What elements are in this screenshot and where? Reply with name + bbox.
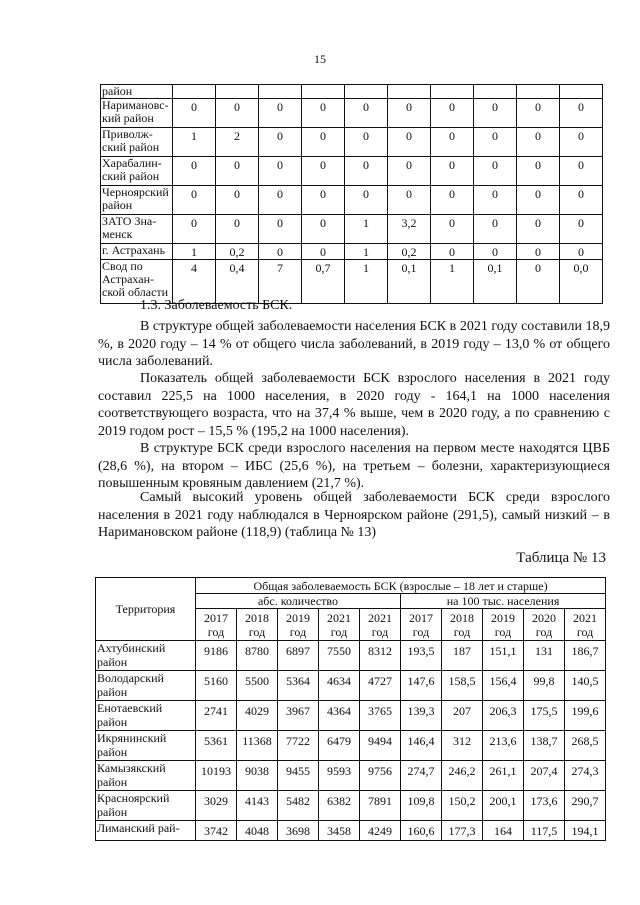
table-row — [96, 701, 606, 731]
year-value: 2018 — [245, 610, 269, 625]
value-cell: 246,2 — [442, 761, 483, 791]
value-cell: 8312 — [360, 641, 401, 671]
value-cell: 0 — [216, 157, 259, 186]
value-cell: 0,4 — [216, 260, 259, 304]
territory-cell — [101, 244, 173, 260]
value-cell: 1 — [345, 260, 388, 304]
value-cell: 7550 — [319, 641, 360, 671]
year-suffix: год — [535, 624, 553, 639]
year-header — [360, 609, 401, 641]
value-cell: 0 — [474, 157, 517, 186]
value-cell: 175,5 — [524, 701, 565, 731]
value-cell — [560, 85, 603, 99]
territory-cell — [101, 85, 173, 99]
year-header — [319, 609, 360, 641]
territory-line: Приволж- — [102, 127, 153, 141]
value-cell: 0 — [560, 157, 603, 186]
value-cell: 10193 — [196, 761, 237, 791]
value-cell: 0 — [517, 128, 560, 157]
value-cell: 4048 — [237, 821, 278, 841]
value-cell: 4143 — [237, 791, 278, 821]
value-cell: 0,2 — [388, 244, 431, 260]
value-cell: 147,6 — [401, 671, 442, 701]
territory-line: Камызякский — [97, 761, 166, 775]
value-cell: 0 — [431, 186, 474, 215]
table-row — [96, 821, 606, 841]
territory-line: Енотаевский — [97, 701, 163, 715]
value-cell: 0 — [388, 186, 431, 215]
territory-cell — [101, 260, 173, 304]
value-cell — [302, 85, 345, 99]
paragraph-rate: Показатель общей заболеваемости БСК взрослого населения в 2021 году составил 225,5 на 1000 населения, в 2020 году - 164,1 на 1000 населения соответствующего возраста, что на 37,4 % выше, чем в 2020 году, а по сравнению с 2019 годом рост – 15,5 % (195,2 на 1000 населения). — [98, 371, 610, 439]
value-cell: 0 — [431, 99, 474, 128]
value-cell: 0 — [173, 99, 216, 128]
header-territory: Территория — [96, 578, 196, 641]
value-cell: 9455 — [278, 761, 319, 791]
territory-cell — [101, 128, 173, 157]
value-cell: 0 — [560, 128, 603, 157]
territory-line: ский район — [102, 140, 160, 154]
year-suffix: год — [330, 624, 348, 639]
year-header — [483, 609, 524, 641]
paragraph-extremes: Самый высокий уровень общей заболеваемости БСК среди взрослого населения в 2021 году наблюдался в Черноярском районе (291,5), самый низкий – в Наримановском районе (118,9) (таблица № 13) — [98, 490, 610, 540]
value-cell: 207,4 — [524, 761, 565, 791]
value-cell: 0 — [259, 128, 302, 157]
value-cell: 160,6 — [401, 821, 442, 841]
value-cell: 206,3 — [483, 701, 524, 731]
year-value: 2017 — [409, 610, 433, 625]
year-value: 2021 — [327, 610, 351, 625]
value-cell: 6382 — [319, 791, 360, 821]
table-row — [96, 731, 606, 761]
value-cell: 7891 — [360, 791, 401, 821]
value-cell: 4249 — [360, 821, 401, 841]
value-cell: 4364 — [319, 701, 360, 731]
table-row — [101, 215, 603, 244]
value-cell: 9038 — [237, 761, 278, 791]
table-row — [101, 99, 603, 128]
value-cell: 0,1 — [474, 260, 517, 304]
year-value: 2019 — [491, 610, 515, 625]
value-cell: 2 — [216, 128, 259, 157]
territory-line: Лиманский рай- — [97, 821, 180, 835]
territory-line: Красноярский — [97, 791, 170, 805]
value-cell: 131 — [524, 641, 565, 671]
value-cell: 109,8 — [401, 791, 442, 821]
territory-line: Наримановс- — [102, 98, 169, 112]
value-cell: 0 — [517, 215, 560, 244]
value-cell: 0 — [302, 157, 345, 186]
year-header — [565, 609, 606, 641]
header-main: Общая заболеваемость БСК (взрослые – 18 лет и старше) — [196, 578, 606, 594]
territory-line: район — [97, 745, 128, 759]
year-suffix: год — [576, 624, 594, 639]
territory-line: ской области — [102, 285, 169, 299]
table-13 — [95, 577, 606, 841]
territory-line: район — [97, 775, 128, 789]
year-value: 2017 — [204, 610, 228, 625]
page-number: 15 — [314, 52, 326, 66]
value-cell: 9494 — [360, 731, 401, 761]
territory-line: Ахтубинский — [97, 641, 166, 655]
value-cell — [345, 85, 388, 99]
value-cell: 0 — [259, 215, 302, 244]
territory-cell — [101, 157, 173, 186]
value-cell: 3698 — [278, 821, 319, 841]
value-cell: 6897 — [278, 641, 319, 671]
year-value: 2018 — [450, 610, 474, 625]
value-cell: 3029 — [196, 791, 237, 821]
value-cell: 177,3 — [442, 821, 483, 841]
value-cell: 312 — [442, 731, 483, 761]
value-cell — [173, 85, 216, 99]
value-cell: 0 — [474, 244, 517, 260]
value-cell: 0 — [345, 99, 388, 128]
table-row — [96, 671, 606, 701]
value-cell: 5361 — [196, 731, 237, 761]
value-cell: 0 — [302, 186, 345, 215]
territory-cell — [96, 671, 196, 701]
table-row — [101, 85, 603, 99]
year-header — [401, 609, 442, 641]
value-cell: 3458 — [319, 821, 360, 841]
value-cell: 11368 — [237, 731, 278, 761]
value-cell: 200,1 — [483, 791, 524, 821]
year-suffix: год — [494, 624, 512, 639]
value-cell: 0,0 — [560, 260, 603, 304]
year-suffix: год — [412, 624, 430, 639]
value-cell: 0 — [259, 99, 302, 128]
value-cell: 0 — [474, 99, 517, 128]
territory-line: район — [102, 84, 133, 98]
value-cell: 274,3 — [565, 761, 606, 791]
value-cell: 207 — [442, 701, 483, 731]
territory-line: Свод по — [102, 259, 143, 273]
value-cell: 0 — [431, 157, 474, 186]
section-heading: 1.3. Заболеваемость БСК. — [140, 298, 293, 313]
territory-line: район — [97, 805, 128, 819]
value-cell: 0 — [517, 186, 560, 215]
year-suffix: год — [248, 624, 266, 639]
value-cell: 290,7 — [565, 791, 606, 821]
value-cell: 156,4 — [483, 671, 524, 701]
territory-line: менск — [102, 227, 133, 241]
value-cell: 0,1 — [388, 260, 431, 304]
value-cell: 0 — [517, 260, 560, 304]
value-cell: 0 — [560, 244, 603, 260]
value-cell: 4634 — [319, 671, 360, 701]
territory-line: Икрянинский — [97, 731, 167, 745]
value-cell: 4 — [173, 260, 216, 304]
value-cell: 0 — [173, 157, 216, 186]
table-row — [101, 260, 603, 304]
value-cell — [431, 85, 474, 99]
paragraph-share: В структуре общей заболеваемости населения БСК в 2021 году составили 18,9 %, в 2020 году – 14 % от общего числа заболеваний, в 2019 году – 13,0 % от общего числа заболеваний. — [98, 319, 610, 369]
value-cell: 0,2 — [216, 244, 259, 260]
value-cell: 3,2 — [388, 215, 431, 244]
value-cell: 0 — [259, 244, 302, 260]
value-cell — [388, 85, 431, 99]
value-cell: 164 — [483, 821, 524, 841]
value-cell: 0,7 — [302, 260, 345, 304]
value-cell: 194,1 — [565, 821, 606, 841]
value-cell: 9593 — [319, 761, 360, 791]
paragraph-structure: В структуре БСК среди взрослого населения на первом месте находятся ЦВБ (28,6 %), на втором – ИБС (25,6 %), на третьем – болезни, характеризующиеся повышенным кровяным давлением (21,7 %). — [98, 441, 610, 491]
value-cell: 6479 — [319, 731, 360, 761]
value-cell: 5364 — [278, 671, 319, 701]
value-cell: 117,5 — [524, 821, 565, 841]
value-cell — [517, 85, 560, 99]
value-cell: 0 — [259, 157, 302, 186]
year-value: 2021 — [368, 610, 392, 625]
value-cell: 5482 — [278, 791, 319, 821]
value-cell: 0 — [216, 99, 259, 128]
value-cell: 0 — [560, 99, 603, 128]
value-cell: 1 — [345, 215, 388, 244]
year-header — [237, 609, 278, 641]
value-cell: 4727 — [360, 671, 401, 701]
table-row — [101, 244, 603, 260]
value-cell: 0 — [431, 215, 474, 244]
value-cell: 1 — [345, 244, 388, 260]
value-cell: 158,5 — [442, 671, 483, 701]
territory-line: г. Астрахань — [102, 243, 166, 257]
value-cell: 173,6 — [524, 791, 565, 821]
value-cell: 0 — [173, 215, 216, 244]
year-suffix: год — [289, 624, 307, 639]
territory-line: район — [102, 198, 133, 212]
value-cell: 261,1 — [483, 761, 524, 791]
value-cell: 4029 — [237, 701, 278, 731]
territory-line: ЗАТО Зна- — [102, 214, 157, 228]
value-cell: 8780 — [237, 641, 278, 671]
territory-cell — [96, 701, 196, 731]
value-cell: 1 — [431, 260, 474, 304]
table-caption: Таблица № 13 — [516, 550, 606, 566]
table-row — [96, 791, 606, 821]
value-cell: 0 — [560, 186, 603, 215]
value-cell: 0 — [302, 244, 345, 260]
year-suffix: год — [371, 624, 389, 639]
value-cell: 146,4 — [401, 731, 442, 761]
value-cell: 0 — [302, 215, 345, 244]
value-cell: 139,3 — [401, 701, 442, 731]
value-cell: 0 — [431, 244, 474, 260]
value-cell: 0 — [474, 128, 517, 157]
year-suffix: год — [453, 624, 471, 639]
table-row — [101, 157, 603, 186]
territory-cell — [96, 641, 196, 671]
table-row — [101, 186, 603, 215]
value-cell: 0 — [259, 186, 302, 215]
value-cell: 0 — [474, 215, 517, 244]
territory-cell — [96, 761, 196, 791]
year-header — [278, 609, 319, 641]
value-cell: 274,7 — [401, 761, 442, 791]
value-cell: 186,7 — [565, 641, 606, 671]
territory-line: район — [97, 685, 128, 699]
value-cell: 2741 — [196, 701, 237, 731]
value-cell: 0 — [345, 128, 388, 157]
territory-cell — [101, 186, 173, 215]
year-value: 2019 — [286, 610, 310, 625]
value-cell: 0 — [216, 186, 259, 215]
value-cell: 99,8 — [524, 671, 565, 701]
value-cell: 3967 — [278, 701, 319, 731]
value-cell: 0 — [517, 99, 560, 128]
value-cell: 151,1 — [483, 641, 524, 671]
value-cell: 0 — [216, 215, 259, 244]
value-cell: 3765 — [360, 701, 401, 731]
value-cell: 199,6 — [565, 701, 606, 731]
table-row — [96, 761, 606, 791]
value-cell: 187 — [442, 641, 483, 671]
value-cell: 0 — [345, 186, 388, 215]
value-cell: 150,2 — [442, 791, 483, 821]
value-cell: 0 — [302, 128, 345, 157]
value-cell: 1 — [173, 128, 216, 157]
value-cell: 0 — [302, 99, 345, 128]
value-cell: 7722 — [278, 731, 319, 761]
value-cell — [259, 85, 302, 99]
value-cell: 0 — [517, 157, 560, 186]
year-header — [524, 609, 565, 641]
territory-line: Черноярский — [102, 185, 169, 199]
table-row — [101, 128, 603, 157]
value-cell: 0 — [474, 186, 517, 215]
value-cell: 0 — [388, 157, 431, 186]
value-cell: 193,5 — [401, 641, 442, 671]
territory-cell — [96, 731, 196, 761]
value-cell: 5500 — [237, 671, 278, 701]
territory-cell — [96, 821, 196, 841]
value-cell: 138,7 — [524, 731, 565, 761]
value-cell: 0 — [173, 186, 216, 215]
year-suffix: год — [207, 624, 225, 639]
territory-line: район — [97, 715, 128, 729]
territory-cell — [101, 99, 173, 128]
value-cell: 268,5 — [565, 731, 606, 761]
territory-cell — [96, 791, 196, 821]
value-cell: 3742 — [196, 821, 237, 841]
header-per-100k: на 100 тыс. населения — [401, 594, 606, 609]
value-cell: 0 — [517, 244, 560, 260]
year-value: 2020 — [532, 610, 556, 625]
value-cell: 1 — [173, 244, 216, 260]
year-value: 2021 — [573, 610, 598, 625]
value-cell: 9186 — [196, 641, 237, 671]
territory-line: Володарский — [97, 671, 164, 685]
value-cell: 0 — [560, 215, 603, 244]
value-cell: 0 — [388, 99, 431, 128]
territory-line: Харабалин- — [102, 156, 162, 170]
year-header — [196, 609, 237, 641]
value-cell: 9756 — [360, 761, 401, 791]
year-header — [442, 609, 483, 641]
territory-line: ский район — [102, 169, 160, 183]
value-cell: 140,5 — [565, 671, 606, 701]
value-cell — [216, 85, 259, 99]
territory-cell — [101, 215, 173, 244]
value-cell: 5160 — [196, 671, 237, 701]
header-abs-count: абс. количество — [196, 594, 401, 609]
territory-line: район — [97, 655, 128, 669]
value-cell: 0 — [388, 128, 431, 157]
value-cell: 0 — [345, 157, 388, 186]
value-cell: 7 — [259, 260, 302, 304]
morbidity-table-continued — [100, 84, 603, 304]
value-cell — [474, 85, 517, 99]
value-cell: 0 — [431, 128, 474, 157]
value-cell: 213,6 — [483, 731, 524, 761]
table-row — [96, 641, 606, 671]
territory-line: кий район — [102, 111, 154, 125]
territory-line: Астрахан- — [102, 272, 154, 286]
